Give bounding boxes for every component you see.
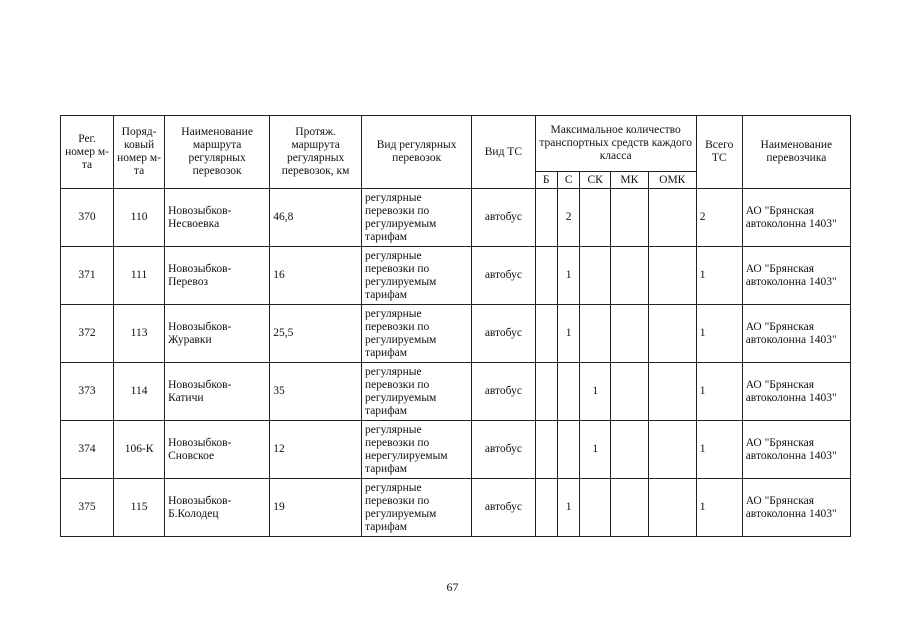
header-length: Протяж. маршрута регулярных перевозок, км: [270, 116, 362, 189]
table-row: [61, 305, 851, 363]
cell-class-s: 1: [557, 305, 579, 363]
cell-length: 19: [270, 479, 362, 537]
cell-class-omk: [648, 363, 696, 421]
cell-seq-number: 111: [114, 247, 165, 305]
header-class-sk: СК: [580, 172, 611, 189]
header-row: [61, 116, 851, 172]
cell-class-s: [557, 363, 579, 421]
cell-carrier: АО "Брянская автоколонна 1403": [742, 421, 850, 479]
page-number: 67: [446, 580, 459, 594]
cell-class-mk: [611, 189, 649, 247]
routes-table: [60, 115, 851, 537]
table-row: [61, 189, 851, 247]
header-transport-kind: Вид регулярных перевозок: [362, 116, 472, 189]
cell-vehicle-type: автобус: [472, 247, 535, 305]
cell-route-name: Новозыбков-Б.Колодец: [165, 479, 270, 537]
cell-class-b: [535, 479, 557, 537]
cell-carrier: АО "Брянская автоколонна 1403": [742, 479, 850, 537]
cell-vehicle-type: автобус: [472, 421, 535, 479]
cell-class-sk: [580, 189, 611, 247]
cell-length: 35: [270, 363, 362, 421]
cell-transport-kind: регулярные перевозки по регулируемым тарифам: [362, 363, 472, 421]
cell-total: 1: [696, 479, 742, 537]
cell-class-omk: [648, 305, 696, 363]
header-route-name: Наименование маршрута регулярных перевозок: [165, 116, 270, 189]
header-carrier: Наименование перевозчика: [742, 116, 850, 189]
cell-reg-number: 373: [61, 363, 114, 421]
cell-carrier: АО "Брянская автоколонна 1403": [742, 363, 850, 421]
cell-total: 1: [696, 305, 742, 363]
header-vehicle-type: Вид ТС: [472, 116, 535, 189]
cell-class-s: 2: [557, 189, 579, 247]
cell-vehicle-type: автобус: [472, 189, 535, 247]
cell-route-name: Новозыбков-Сновское: [165, 421, 270, 479]
cell-total: 1: [696, 363, 742, 421]
cell-seq-number: 113: [114, 305, 165, 363]
cell-route-name: Новозыбков-Перевоз: [165, 247, 270, 305]
cell-class-mk: [611, 305, 649, 363]
cell-route-name: Новозыбков-Несвоевка: [165, 189, 270, 247]
cell-class-mk: [611, 247, 649, 305]
cell-reg-number: 370: [61, 189, 114, 247]
cell-class-b: [535, 421, 557, 479]
table-row: [61, 479, 851, 537]
cell-class-omk: [648, 479, 696, 537]
header-class-s: С: [557, 172, 579, 189]
cell-route-name: Новозыбков-Журавки: [165, 305, 270, 363]
cell-seq-number: 115: [114, 479, 165, 537]
cell-transport-kind: регулярные перевозки по регулируемым тарифам: [362, 479, 472, 537]
header-max-count: Максимальное количество транспортных средств каждого класса: [535, 116, 696, 172]
cell-class-s: 1: [557, 479, 579, 537]
cell-class-s: 1: [557, 247, 579, 305]
cell-class-sk: [580, 479, 611, 537]
cell-class-b: [535, 247, 557, 305]
header-reg-number: Рег. номер м-та: [61, 116, 114, 189]
cell-carrier: АО "Брянская автоколонна 1403": [742, 247, 850, 305]
header-class-omk: ОМК: [648, 172, 696, 189]
cell-length: 12: [270, 421, 362, 479]
cell-length: 25,5: [270, 305, 362, 363]
cell-reg-number: 374: [61, 421, 114, 479]
cell-length: 16: [270, 247, 362, 305]
cell-class-mk: [611, 479, 649, 537]
table-row: [61, 421, 851, 479]
header-class-b: Б: [535, 172, 557, 189]
header-seq-number: Поряд-ковый номер м-та: [114, 116, 165, 189]
cell-vehicle-type: автобус: [472, 305, 535, 363]
cell-seq-number: 114: [114, 363, 165, 421]
cell-class-mk: [611, 363, 649, 421]
cell-seq-number: 106-К: [114, 421, 165, 479]
table-body: [61, 189, 851, 537]
cell-class-sk: 1: [580, 363, 611, 421]
cell-carrier: АО "Брянская автоколонна 1403": [742, 305, 850, 363]
header-total: Всего ТС: [696, 116, 742, 189]
cell-class-mk: [611, 421, 649, 479]
cell-reg-number: 375: [61, 479, 114, 537]
cell-class-b: [535, 363, 557, 421]
cell-class-b: [535, 189, 557, 247]
cell-transport-kind: регулярные перевозки по регулируемым тарифам: [362, 305, 472, 363]
cell-class-omk: [648, 189, 696, 247]
cell-route-name: Новозыбков-Катичи: [165, 363, 270, 421]
cell-length: 46,8: [270, 189, 362, 247]
cell-transport-kind: регулярные перевозки по регулируемым тарифам: [362, 189, 472, 247]
cell-reg-number: 371: [61, 247, 114, 305]
cell-total: 2: [696, 189, 742, 247]
cell-vehicle-type: автобус: [472, 363, 535, 421]
cell-class-sk: 1: [580, 421, 611, 479]
cell-reg-number: 372: [61, 305, 114, 363]
cell-seq-number: 110: [114, 189, 165, 247]
table-row: [61, 363, 851, 421]
cell-transport-kind: регулярные перевозки по регулируемым тарифам: [362, 247, 472, 305]
cell-transport-kind: регулярные перевозки по нерегулируемым тарифам: [362, 421, 472, 479]
cell-class-omk: [648, 421, 696, 479]
cell-total: 1: [696, 247, 742, 305]
cell-class-sk: [580, 247, 611, 305]
cell-class-s: [557, 421, 579, 479]
cell-class-omk: [648, 247, 696, 305]
cell-class-sk: [580, 305, 611, 363]
cell-total: 1: [696, 421, 742, 479]
cell-class-b: [535, 305, 557, 363]
cell-carrier: АО "Брянская автоколонна 1403": [742, 189, 850, 247]
cell-vehicle-type: автобус: [472, 479, 535, 537]
header-class-mk: МК: [611, 172, 649, 189]
table-row: [61, 247, 851, 305]
